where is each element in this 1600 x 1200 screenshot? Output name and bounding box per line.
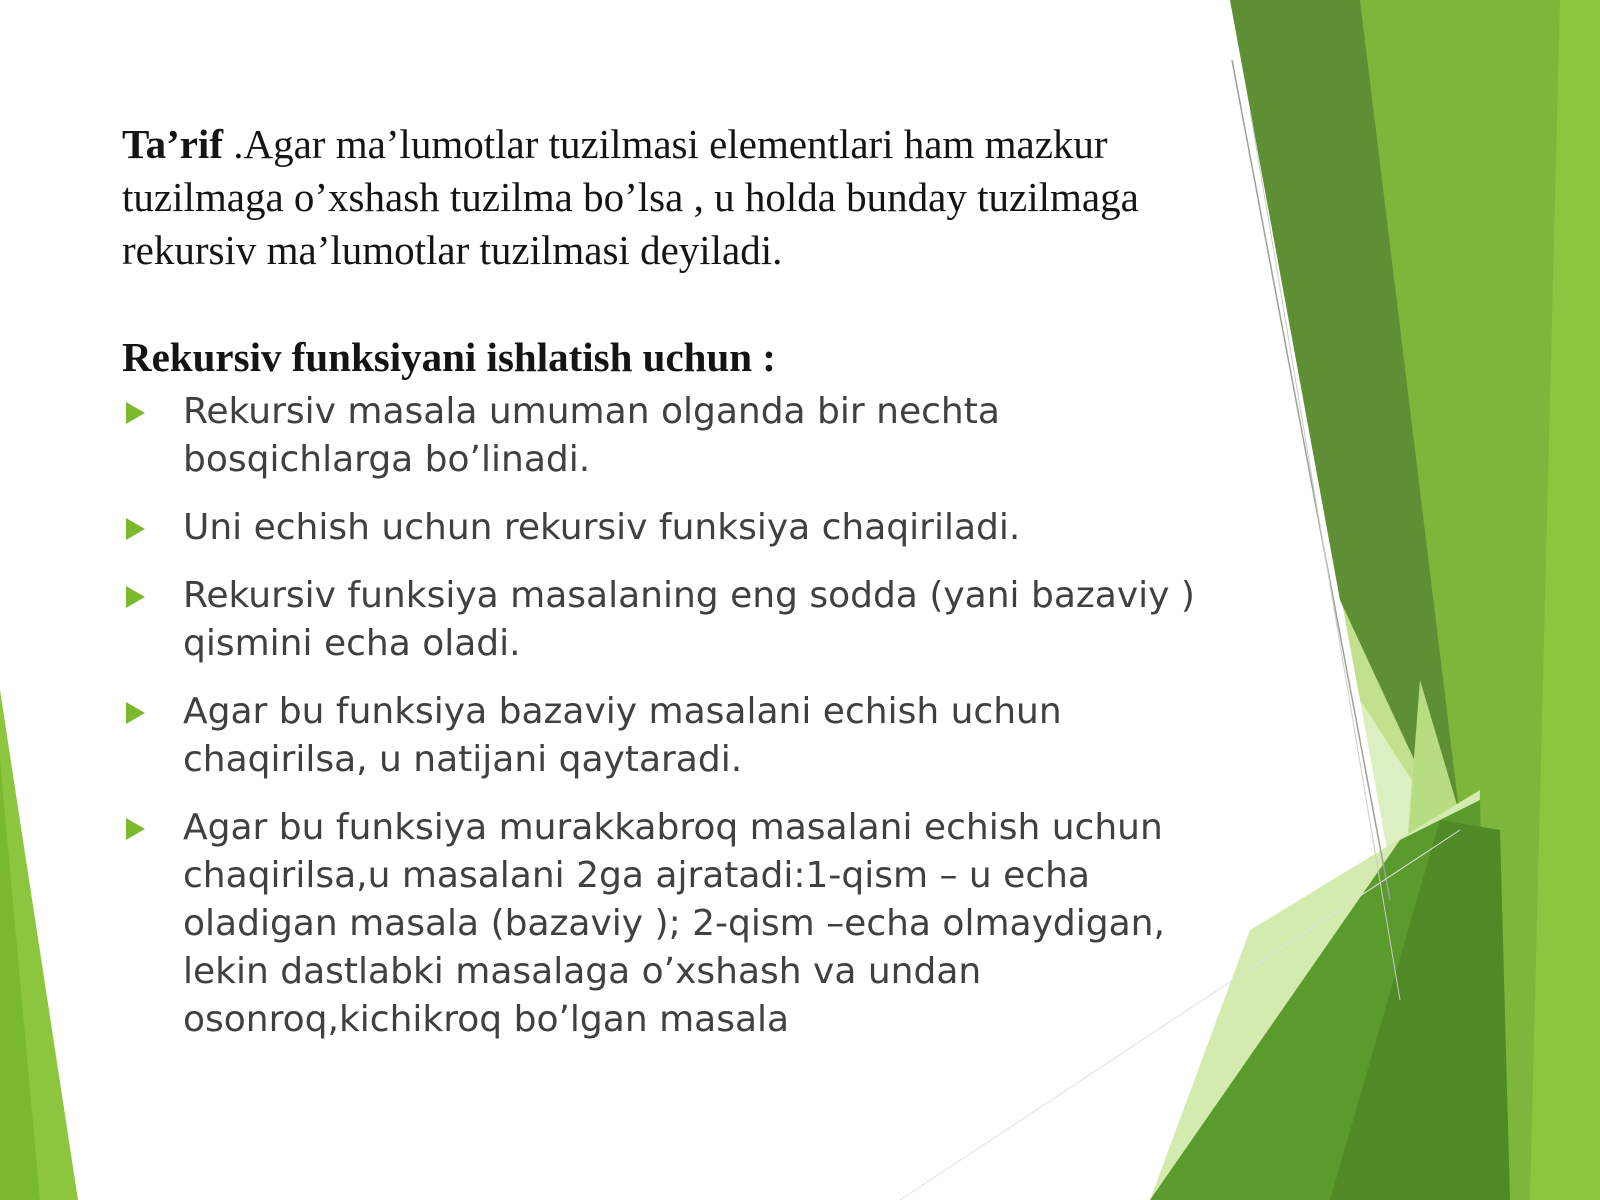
list-item-text: Rekursiv masala umuman olganda bir nechta bosqichlarga bo’linadi.: [183, 391, 1000, 480]
triangle-right-icon: [126, 586, 145, 608]
list-item-text: Uni echish uchun rekursiv funksiya chaqiriladi.: [183, 507, 1021, 548]
list-item-text: Agar bu funksiya murakkabroq masalani echish uchun chaqirilsa,u masalani 2ga ajratadi:1-qism – u echa oladigan masala (bazaviy ); 2-qism –echa olmaydigan, lekin dastlabki masalaga o’xshash va undan osonroq,kichikroq bo’lgan masala: [183, 807, 1165, 1040]
bullet-list: [122, 388, 1212, 1064]
definition-paragraph: [122, 118, 1212, 277]
list-item-text: Rekursiv funksiya masalaning eng sodda (yani bazaviy ) qismini echa oladi.: [183, 575, 1195, 664]
definition-text: .Agar ma’lumotlar tuzilmasi elementlari ham mazkur tuzilmaga o’xshash tuzilma bo’lsa , u holda bunday tuzilmaga rekursiv ma’lumotlar tuzilmasi deyiladi.: [122, 121, 1139, 273]
list-item: [122, 504, 1212, 552]
list-item: [122, 688, 1212, 784]
section-heading: Rekursiv funksiyani ishlatish uchun :: [122, 334, 776, 380]
triangle-right-icon: [126, 818, 145, 840]
list-item-text: Agar bu funksiya bazaviy masalani echish uchun chaqirilsa, u natijani qaytaradi.: [183, 691, 1062, 780]
triangle-right-icon: [126, 518, 145, 540]
definition-term: Ta’rif: [122, 121, 223, 167]
list-item: [122, 572, 1212, 668]
list-item: [122, 388, 1212, 484]
triangle-right-icon: [126, 702, 145, 724]
list-item: [122, 804, 1212, 1044]
triangle-right-icon: [126, 402, 145, 424]
